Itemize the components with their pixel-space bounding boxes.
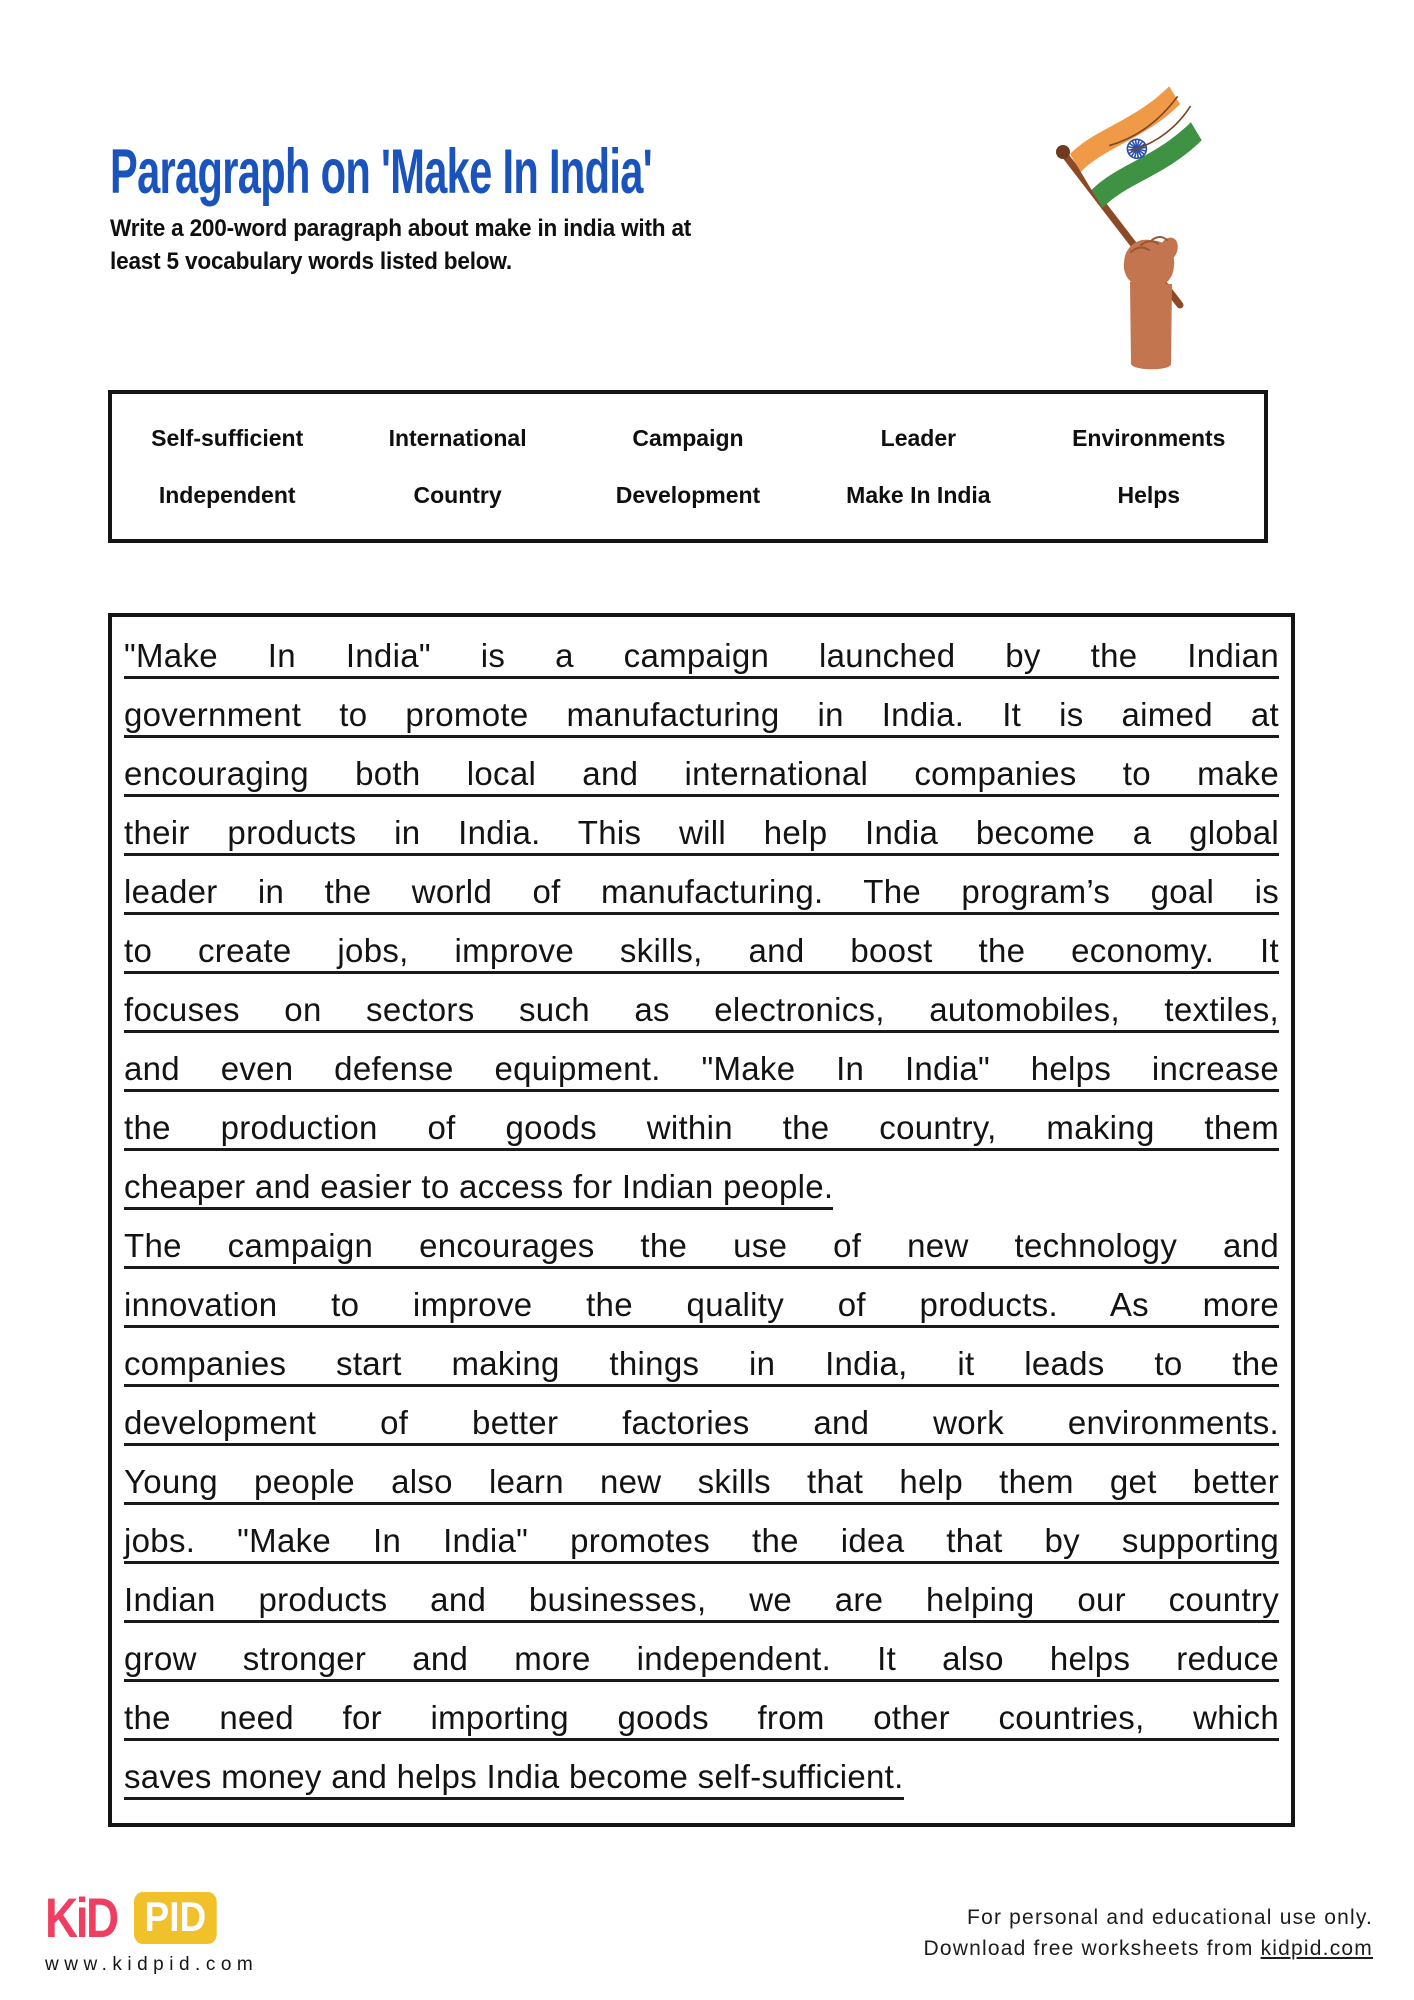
page-title: Paragraph on 'Make In India' [110,137,652,207]
paragraph-line: development of better factories and work environments. [124,1394,1279,1453]
paragraph-line: and even defense equipment. "Make In India" helps increase [124,1040,1279,1099]
website-url: www.kidpid.com [45,1954,259,1975]
paragraph-line: to create jobs, improve skills, and boost the economy. It [124,922,1279,981]
paragraph-line: saves money and helps India become self-sufficient. [124,1748,1279,1807]
vocab-word-campaign: Campaign [632,424,744,451]
paragraph-line: the production of goods within the country, making them [124,1099,1279,1158]
paragraph-line: focuses on sectors such as electronics, automobiles, textiles, [124,981,1279,1040]
india-flag-illustration [1020,70,1260,370]
kidpid-logo-kid: KiD [45,1886,117,1949]
paragraph-line: grow stronger and more independent. It also helps reduce [124,1630,1279,1689]
vocab-word-independent: Independent [158,481,296,508]
instructions-line1: Write a 200-word paragraph about make in india with at [110,215,692,242]
paragraph-line: cheaper and easier to access for Indian people. [124,1158,1279,1217]
paragraph-line: companies start making things in India, it leads to the [124,1335,1279,1394]
vocab-word-country: Country [413,481,502,508]
kidpid-logo [45,1886,258,1949]
paragraph-line: "Make In India" is a campaign launched by the Indian [124,627,1279,686]
paragraph-line: government to promote manufacturing in India. It is aimed at [124,686,1279,745]
instructions-line2: least 5 vocabulary words listed below. [110,248,513,275]
kidpid-logo-pid: PID [134,1892,217,1944]
footer-branding [45,1886,259,1976]
paragraph-line: Young people also learn new skills that help them get better [124,1453,1279,1512]
paragraph-line: the need for importing goods from other countries, which [124,1689,1279,1748]
paragraph-box [108,613,1295,1827]
paragraph-line: encouraging both local and international companies to make [124,745,1279,804]
paragraph-line: The campaign encourages the use of new technology and [124,1217,1279,1276]
instructions [110,212,768,278]
download-note: Download free worksheets from kidpid.com [923,1937,1373,1960]
paragraph-line: Indian products and businesses, we are helping our country [124,1571,1279,1630]
vocab-word-helps: Helps [1117,481,1181,508]
vocab-word-make-in-india: Make In India [846,481,991,508]
paragraph-line: leader in the world of manufacturing. The program’s goal is [124,863,1279,922]
kidpid-link[interactable]: kidpid.com [1260,1937,1373,1960]
paragraph-line: innovation to improve the quality of products. As more [124,1276,1279,1335]
vocab-word-international: International [388,424,527,451]
footer-note [923,1902,1373,1964]
vocab-word-environments: Environments [1072,424,1226,451]
vocab-word-leader: Leader [880,424,957,451]
paragraph-line: jobs. "Make In India" promotes the idea that by supporting [124,1512,1279,1571]
hand-icon [1122,234,1182,369]
vocab-word-self-sufficient: Self-sufficient [151,424,304,451]
usage-note: For personal and educational use only. [967,1906,1373,1929]
vocabulary-box [108,390,1268,543]
vocab-word-development: Development [615,481,761,508]
paragraph-line: their products in India. This will help India become a global [124,804,1279,863]
